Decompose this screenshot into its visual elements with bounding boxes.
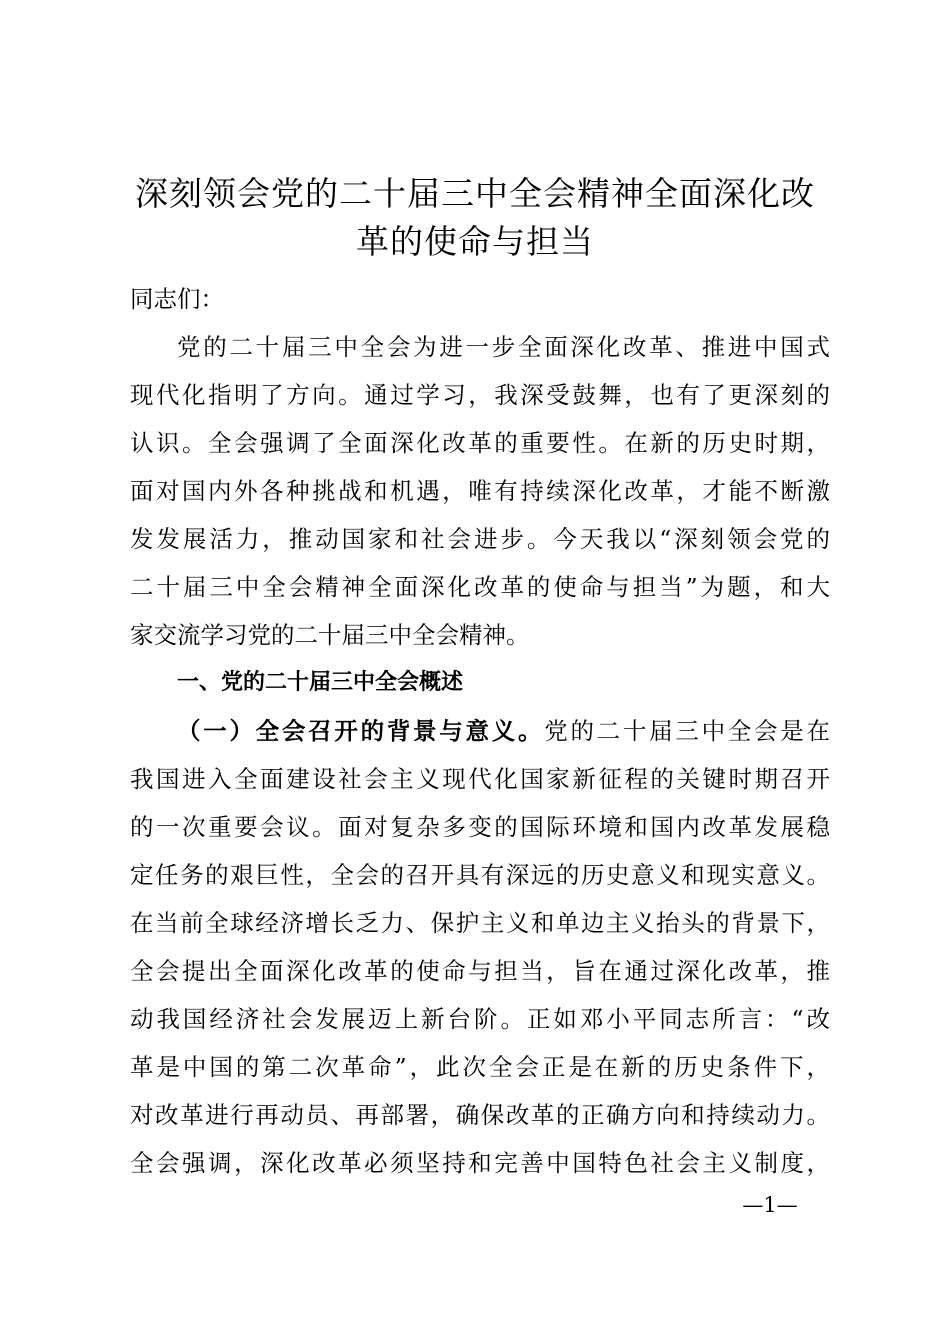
intro-line: 现代化指明了方向。通过学习，我深受鼓舞，也有了更深刻的 xyxy=(130,381,830,409)
subsection-line: 定任务的艰巨性，全会的召开具有深远的历史意义和现实意义。 xyxy=(130,861,830,889)
intro-line: 发发展活力，推动国家和社会进步。今天我以“深刻领会党的 xyxy=(130,525,830,553)
intro-line: 二十届三中全会精神全面深化改革的使命与担当”为题，和大 xyxy=(130,573,830,601)
subsection-line: 动我国经济社会发展迈上新台阶。正如邓小平同志所言：“改 xyxy=(130,1005,830,1033)
intro-line: 认识。全会强调了全面深化改革的重要性。在新的历史时期， xyxy=(130,429,830,457)
subsection-first-rest: 党的二十届三中全会是在 xyxy=(544,717,831,745)
intro-line: 党的二十届三中全会为进一步全面深化改革、推进中国式 xyxy=(177,333,830,361)
title-line-1: 深刻领会党的二十届三中全会精神全面深化改 xyxy=(135,174,815,213)
subsection-line: 全会提出全面深化改革的使命与担当，旨在通过深化改革，推 xyxy=(130,957,830,985)
document-body xyxy=(130,275,830,1187)
document-title xyxy=(120,170,830,266)
subsection-line: 对改革进行再动员、再部署，确保改革的正确方向和持续动力。 xyxy=(130,1101,830,1129)
title-line-2: 革的使命与担当 xyxy=(356,222,594,261)
salutation: 同志们： xyxy=(130,285,224,313)
intro-paragraph xyxy=(130,323,830,659)
subsection-lead: （一）全会召开的背景与意义。 xyxy=(177,717,545,745)
intro-line: 面对国内外各种挑战和机遇，唯有持续深化改革，才能不断激 xyxy=(130,477,830,505)
subsection-line: 在当前全球经济增长乏力、保护主义和单边主义抬头的背景下， xyxy=(130,909,830,937)
subsection-line: 革是中国的第二次革命”，此次全会正是在新的历史条件下， xyxy=(130,1053,830,1081)
page-number: —1— xyxy=(742,1193,798,1217)
subsection-line: 的一次重要会议。面对复杂多变的国际环境和国内改革发展稳 xyxy=(130,813,830,841)
subsection-paragraph xyxy=(130,707,830,1187)
subsection-line: 全会强调，深化改革必须坚持和完善中国特色社会主义制度， xyxy=(130,1149,830,1177)
intro-line: 家交流学习党的二十届三中全会精神。 xyxy=(130,621,530,649)
subsection-line: 我国进入全面建设社会主义现代化国家新征程的关键时期召开 xyxy=(130,765,830,793)
section-heading: 一、党的二十届三中全会概述 xyxy=(177,670,464,695)
subsection-first-line xyxy=(130,707,830,755)
